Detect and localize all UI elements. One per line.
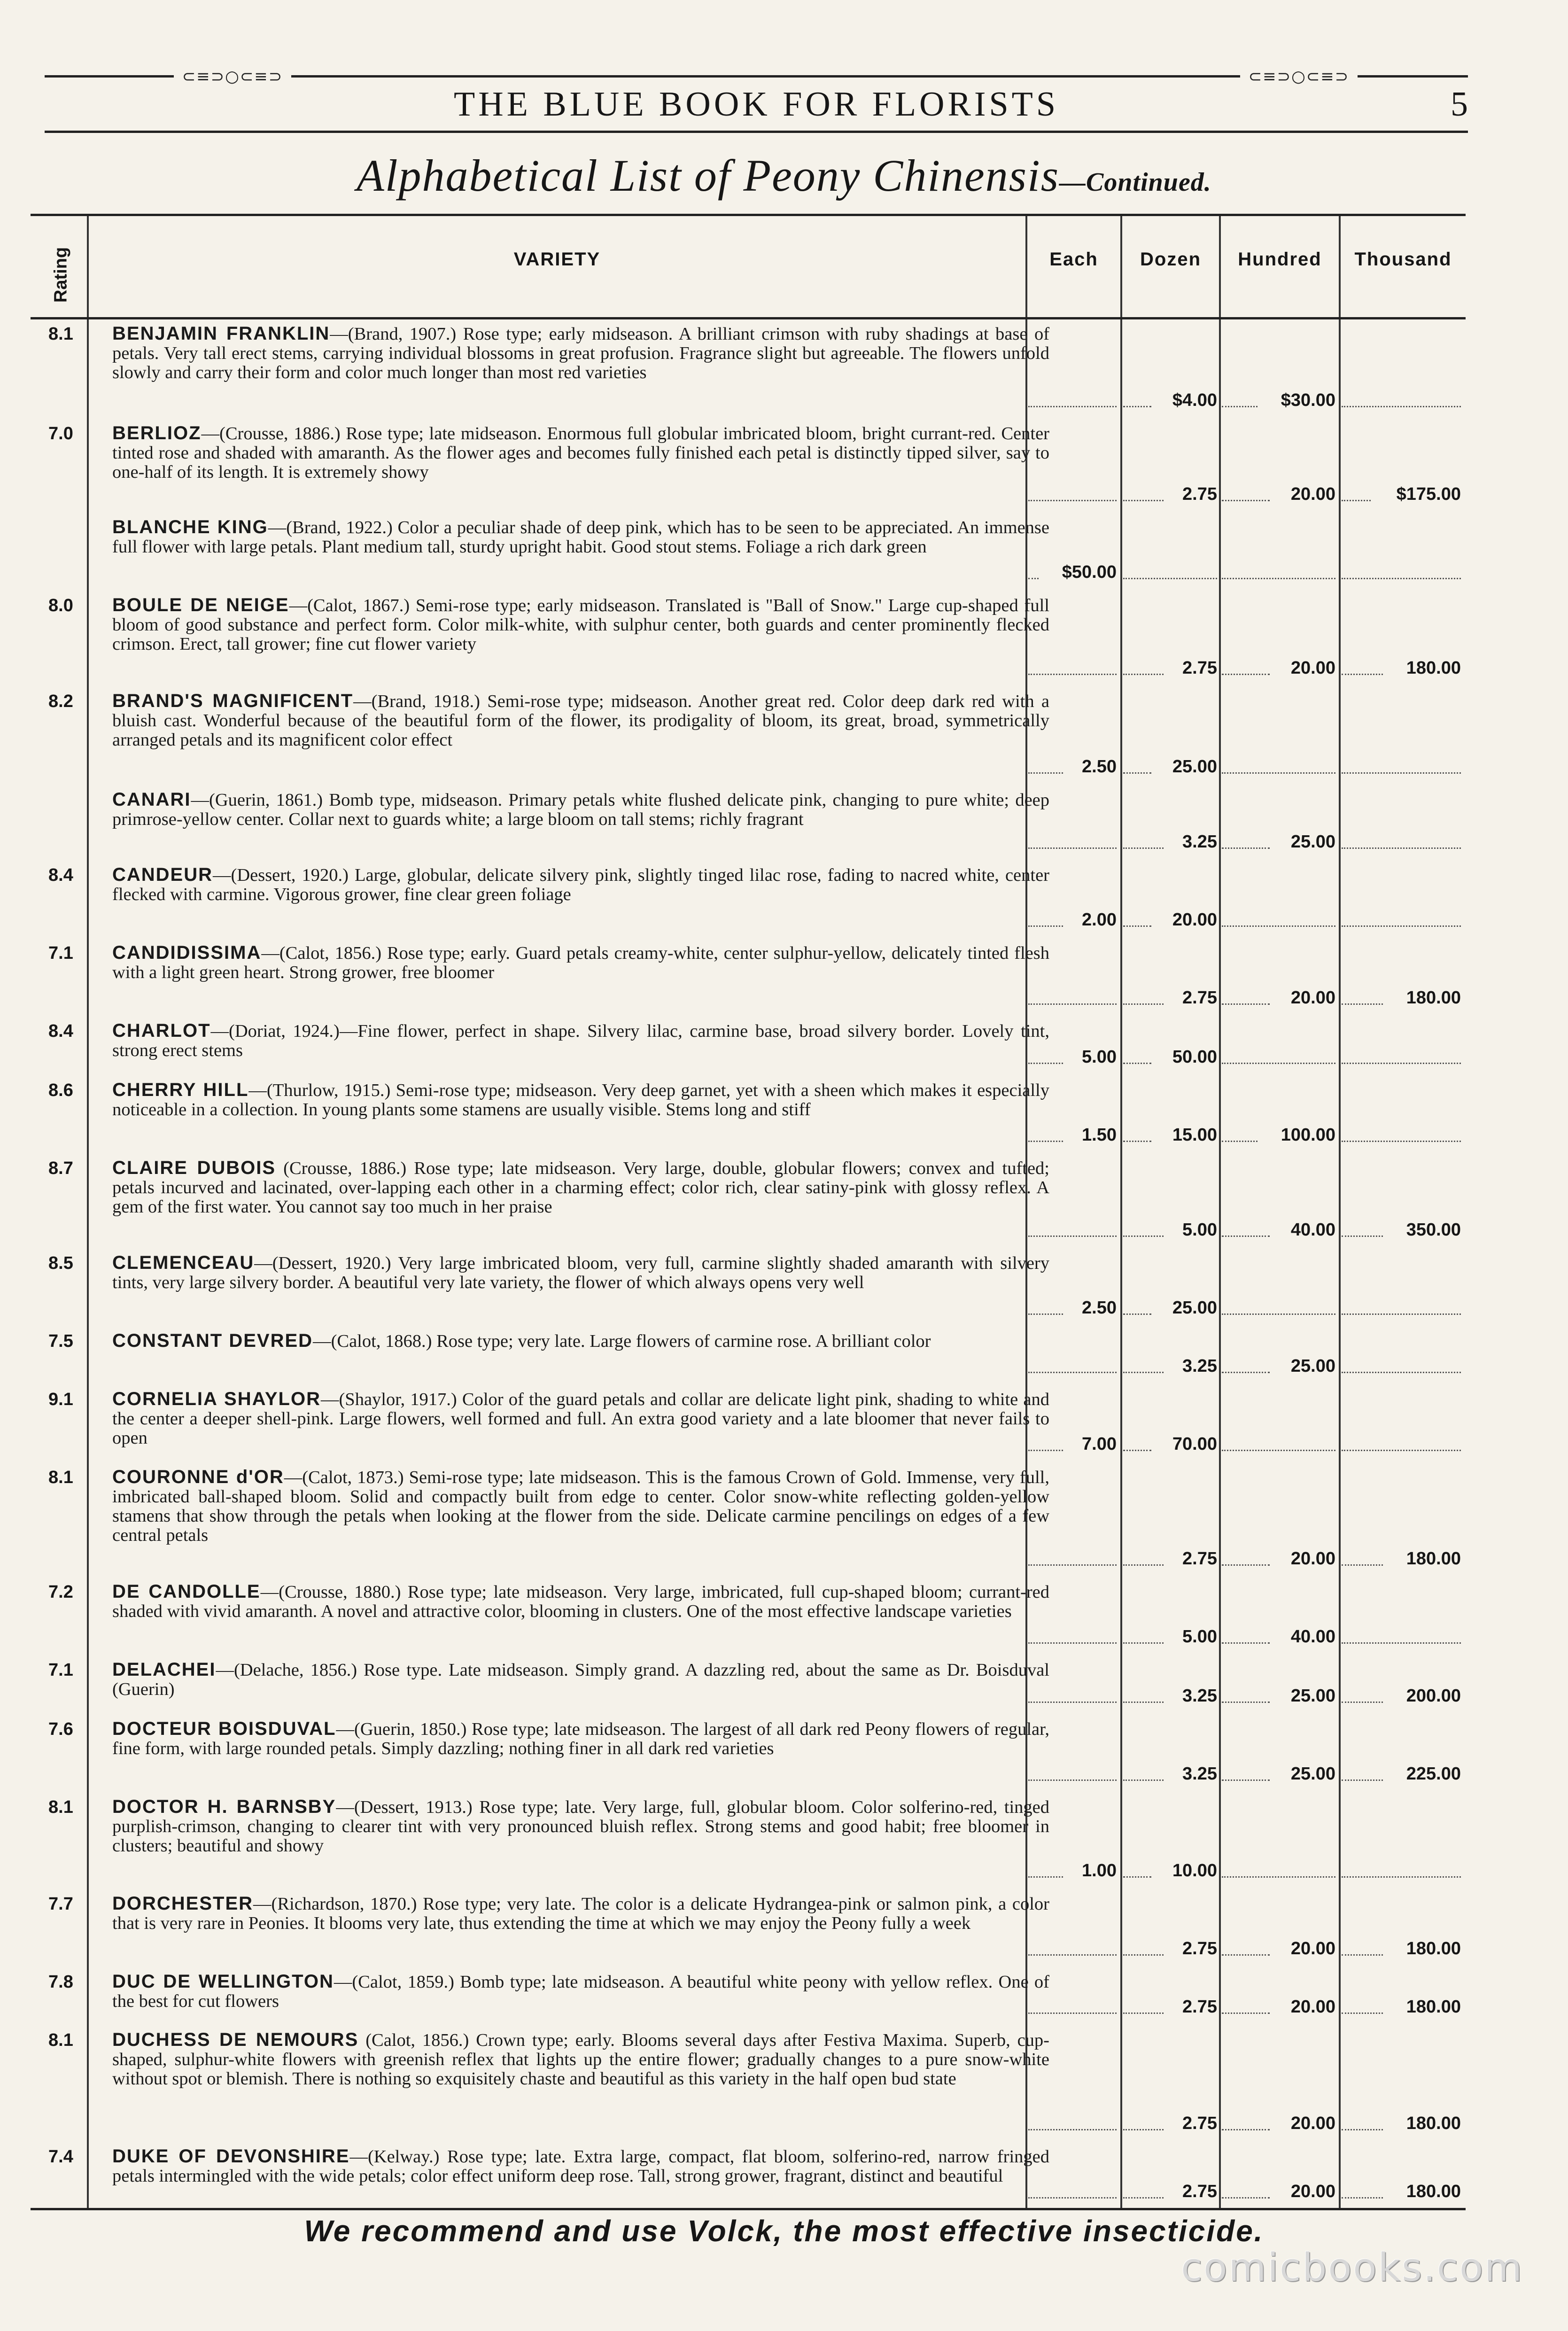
- dotted-leader: [1028, 847, 1117, 849]
- variety-description: [112, 692, 1049, 750]
- list-title-text: Alphabetical List of Peony Chinensis: [357, 150, 1060, 201]
- dotted-leader: [1028, 1702, 1117, 1703]
- thousand-price: 180.00: [1406, 988, 1461, 1008]
- dotted-leader: [1222, 1954, 1270, 1956]
- thousand-price: 180.00: [1406, 658, 1461, 678]
- variety-details: —(Doriat, 1924.)—Fine flower, perfect in shape. Silvery lilac, carmine base, broad silvery border. Lovely tint, strong erect stems: [112, 1021, 1049, 1060]
- variety-description: [112, 865, 1049, 904]
- variety-column-header: VARIETY: [513, 249, 601, 270]
- dotted-leader: [1222, 1235, 1270, 1237]
- dotted-leader: [1222, 772, 1335, 774]
- variety-name: DE CANDOLLE: [112, 1581, 261, 1602]
- variety-name: CANDIDISSIMA: [112, 942, 262, 963]
- variety-description: [112, 1021, 1049, 1060]
- dotted-leader: [1342, 1450, 1461, 1451]
- dozen-price: 25.00: [1172, 757, 1217, 777]
- variety-description: [112, 518, 1049, 557]
- dotted-leader: [1222, 1564, 1270, 1566]
- dotted-leader: [1123, 1372, 1164, 1373]
- dotted-leader: [1123, 772, 1151, 774]
- header-rule-left: [45, 75, 174, 78]
- dotted-leader: [1123, 1779, 1164, 1781]
- variety-rating: 8.0: [48, 596, 73, 615]
- dotted-leader: [1342, 500, 1371, 501]
- variety-name: BOULE DE NEIGE: [112, 595, 289, 615]
- hundred-price: 20.00: [1290, 1997, 1335, 2017]
- hundred-price: 20.00: [1290, 1939, 1335, 1958]
- variety-name: BRAND'S MAGNIFICENT: [112, 691, 354, 711]
- dotted-leader: [1123, 578, 1217, 579]
- variety-rating: 7.7: [48, 1894, 73, 1914]
- variety-description: [112, 1660, 1049, 1699]
- dotted-leader: [1123, 1235, 1164, 1237]
- dotted-leader: [1342, 2129, 1383, 2130]
- dotted-leader: [1123, 1564, 1164, 1566]
- dotted-leader: [1123, 1642, 1164, 1644]
- dotted-leader: [1222, 674, 1270, 675]
- variety-description: [112, 424, 1049, 482]
- variety-name: DORCHESTER: [112, 1893, 254, 1914]
- each-price: 5.00: [1082, 1047, 1117, 1067]
- dotted-leader: [1028, 1003, 1117, 1005]
- variety-description: [112, 324, 1049, 382]
- dozen-price: 10.00: [1172, 1861, 1217, 1880]
- thousand-price: 180.00: [1406, 1997, 1461, 2017]
- dotted-leader: [1028, 2012, 1117, 2014]
- dotted-leader: [1342, 1235, 1383, 1237]
- dotted-leader: [1342, 1313, 1461, 1315]
- variety-description: [112, 596, 1049, 654]
- book-title: THE BLUE BOOK FOR FLORISTS: [454, 85, 1059, 124]
- variety-details: —(Kelway.) Rose type; late. Extra large, compact, flat bloom, solferino-red, narrow fringed petals intermingled with the wide petals; color effect uniform deep rose. Tall, strong grower, fragrant, distinct and beautiful: [112, 2147, 1049, 2186]
- dotted-leader: [1123, 1313, 1151, 1315]
- variety-details: —(Dessert, 1920.) Large, globular, delicate silvery pink, slightly tinged lilac rose, fading to nacred white, center flecked with carmine. Vigorous grower, fine clear green foliage: [112, 865, 1049, 904]
- dotted-leader: [1222, 1450, 1335, 1451]
- each-price: 2.50: [1082, 1298, 1117, 1318]
- each-column-header: Each: [1049, 249, 1098, 270]
- variety-rating: 7.0: [48, 424, 73, 443]
- dotted-leader: [1222, 1642, 1270, 1644]
- dotted-leader: [1222, 1141, 1258, 1142]
- dozen-price: 3.25: [1182, 1356, 1217, 1376]
- each-price: 7.00: [1082, 1434, 1117, 1454]
- each-price: $50.00: [1062, 562, 1117, 582]
- variety-description: [112, 2147, 1049, 2186]
- dotted-leader: [1342, 1954, 1383, 1956]
- dotted-leader: [1342, 1003, 1383, 1005]
- dozen-price: 50.00: [1172, 1047, 1217, 1067]
- dotted-leader: [1342, 1564, 1383, 1566]
- variety-details: —(Calot, 1867.) Semi-rose type; early midseason. Translated is "Ball of Snow." Large cup-shaped full bloom of good substance and perfect form. Color milk-white, with sulphur center, both guards and center prominently flecked crimson. Erect, tall grower; fine cut flower variety: [112, 596, 1049, 654]
- column-divider: [1120, 216, 1122, 2208]
- dotted-leader: [1123, 1954, 1164, 1956]
- dotted-leader: [1342, 1063, 1461, 1064]
- dotted-leader: [1123, 1450, 1151, 1451]
- hundred-price: 40.00: [1290, 1220, 1335, 1240]
- dotted-leader: [1342, 1876, 1461, 1878]
- dozen-price: 5.00: [1182, 1627, 1217, 1647]
- variety-details: —(Crousse, 1880.) Rose type; late midseason. Very large, imbricated, full cup-shaped bloom; currant-red shaded with vivid amaranth. A novel and attractive color, blooming in clusters. One of the most effective landscape varieties: [112, 1582, 1050, 1621]
- running-header: [45, 66, 1468, 146]
- hundred-price: 25.00: [1290, 1686, 1335, 1706]
- variety-rating: 7.2: [48, 1582, 73, 1602]
- dotted-leader: [1222, 406, 1258, 407]
- dotted-leader: [1222, 1063, 1335, 1064]
- variety-description: [112, 1331, 1049, 1351]
- variety-details: (Calot, 1856.) Crown type; early. Blooms several days after Festiva Maxima. Superb, cup-shaped, sulphur-white flowers with greenish reflex that lights up the entire flower; gradually changes to a pure snow-white without spot or blemish. There is nothing so exquisitely chaste and beautiful as this variety in the half open bud state: [112, 2030, 1049, 2089]
- variety-name: COURONNE d'OR: [112, 1467, 284, 1487]
- thousand-column-header: Thousand: [1354, 249, 1452, 270]
- price-table: [31, 214, 1466, 2210]
- dotted-leader: [1028, 1063, 1063, 1064]
- variety-details: —(Dessert, 1913.) Rose type; late. Very large, full, globular bloom. Color solferino-red, tinged purplish-crimson, changing to clearer tint with very pronounced bluish reflex. Strong stems and good habit; free bloomer in clusters; beautiful and showy: [112, 1797, 1049, 1856]
- dotted-leader: [1123, 674, 1164, 675]
- thousand-price: 180.00: [1406, 1549, 1461, 1569]
- table-header: [31, 216, 1466, 319]
- variety-rating: 8.7: [48, 1158, 73, 1178]
- variety-rating: 8.5: [48, 1253, 73, 1273]
- variety-details: —(Brand, 1918.) Semi-rose type; midseason. Another great red. Color deep dark red with a bluish cast. Wonderful because of the beautiful form of the flower, its prodigality of bloom, its great, broad, symmetrically arranged petals and its magnificent color effect: [112, 692, 1049, 750]
- variety-description: [112, 1972, 1049, 2011]
- dotted-leader: [1028, 1779, 1117, 1781]
- variety-details: —(Richardson, 1870.) Rose type; very late. The color is a delicate Hydrangea-pink or salmon pink, a color that is very rare in Peonies. It blooms very late, thus extending the time at which we may enjoy the Peony fully a week: [112, 1894, 1049, 1933]
- variety-details: —(Guerin, 1850.) Rose type; late midseason. The largest of all dark red Peony flowers of regular, fine form, with large rounded petals. Simply dazzling; nothing finer in all dark red varieties: [112, 1719, 1050, 1758]
- dotted-leader: [1028, 1876, 1063, 1878]
- dotted-leader: [1222, 847, 1270, 849]
- column-divider: [87, 216, 89, 2208]
- dotted-leader: [1028, 406, 1117, 407]
- thousand-price: 180.00: [1406, 2113, 1461, 2133]
- list-title-suffix: —Continued.: [1059, 168, 1211, 197]
- thousand-price: 350.00: [1406, 1220, 1461, 1240]
- dotted-leader: [1222, 2129, 1270, 2130]
- dotted-leader: [1222, 500, 1270, 501]
- dotted-leader: [1222, 1372, 1270, 1373]
- list-title: [0, 149, 1568, 202]
- dotted-leader: [1028, 1313, 1063, 1315]
- dotted-leader: [1123, 2129, 1164, 2130]
- each-price: 2.00: [1082, 910, 1117, 930]
- variety-rating: 8.4: [48, 1021, 73, 1041]
- thousand-price: 180.00: [1406, 1939, 1461, 1958]
- dotted-leader: [1342, 847, 1461, 849]
- variety-name: DELACHEI: [112, 1659, 216, 1680]
- dozen-column-header: Dozen: [1140, 249, 1201, 270]
- variety-rating: 7.5: [48, 1331, 73, 1351]
- hundred-price: 20.00: [1290, 2113, 1335, 2133]
- dotted-leader: [1342, 2197, 1383, 2199]
- dotted-leader: [1028, 500, 1117, 501]
- variety-name: CHARLOT: [112, 1020, 211, 1041]
- dotted-leader: [1342, 1642, 1461, 1644]
- dozen-price: 2.75: [1182, 2113, 1217, 2133]
- variety-name: CLAIRE DUBOIS: [112, 1158, 276, 1178]
- dotted-leader: [1123, 847, 1164, 849]
- dozen-price: 2.75: [1182, 658, 1217, 678]
- dozen-price: 3.25: [1182, 1764, 1217, 1784]
- dozen-price: 2.75: [1182, 1549, 1217, 1569]
- variety-rating: 8.6: [48, 1080, 73, 1100]
- column-divider: [1219, 216, 1221, 2208]
- variety-name: BENJAMIN FRANKLIN: [112, 323, 330, 344]
- hundred-price: 40.00: [1290, 1627, 1335, 1647]
- variety-description: [112, 1719, 1049, 1758]
- dotted-leader: [1342, 1702, 1383, 1703]
- variety-rating: 8.2: [48, 692, 73, 711]
- hundred-price: 20.00: [1290, 988, 1335, 1008]
- dotted-leader: [1123, 1063, 1151, 1064]
- dotted-leader: [1028, 1954, 1117, 1956]
- dozen-price: 2.75: [1182, 1997, 1217, 2017]
- variety-details: (Crousse, 1886.) Rose type; late midseason. Very large, double, globular flowers; convex and tufted; petals incurved and lacinated, over-lapping each other in a charming effect; color rich, clear satiny-pink with glossy reflex. A gem of the first water. You cannot say too much in her praise: [112, 1158, 1049, 1217]
- dotted-leader: [1222, 2012, 1270, 2014]
- variety-name: CORNELIA SHAYLOR: [112, 1389, 321, 1409]
- hundred-price: 20.00: [1290, 2182, 1335, 2201]
- dotted-leader: [1342, 1779, 1383, 1781]
- dozen-price: 2.75: [1182, 988, 1217, 1008]
- thousand-price: $175.00: [1396, 484, 1461, 504]
- footer-advertisement: We recommend and use Volck, the most effective insecticide.: [304, 2214, 1264, 2248]
- variety-name: CONSTANT DEVRED: [112, 1330, 313, 1351]
- dotted-leader: [1222, 1779, 1270, 1781]
- dozen-price: 70.00: [1172, 1434, 1217, 1454]
- variety-details: —(Calot, 1856.) Rose type; early. Guard petals creamy-white, center sulphur-yellow, delicately tinted flesh with a light green heart. Strong grower, free bloomer: [112, 943, 1049, 982]
- variety-rating: 7.1: [48, 1660, 73, 1680]
- dotted-leader: [1123, 406, 1151, 407]
- variety-rating: 8.1: [48, 2030, 73, 2050]
- dotted-leader: [1028, 2197, 1117, 2199]
- thousand-price: 180.00: [1406, 2182, 1461, 2201]
- hundred-price: $30.00: [1281, 390, 1335, 410]
- scroll-ornament-icon: ⊂≡⊃○⊂≡⊃: [182, 67, 283, 86]
- dotted-leader: [1123, 1702, 1164, 1703]
- variety-rating: 8.4: [48, 865, 73, 885]
- variety-details: —(Calot, 1873.) Semi-rose type; late midseason. This is the famous Crown of Gold. Immense, very full, imbricated ball-shaped bloom. Solid and compactly built from edge to center. Color snow-white reflecting golden-yellow stamens that show through the petals when looking at the flower from the side. Delicate carmine pencilings on edges of a few central petals: [112, 1468, 1049, 1545]
- dotted-leader: [1123, 1003, 1164, 1005]
- header-rule-middle: [291, 75, 1240, 78]
- variety-description: [112, 1390, 1049, 1448]
- dozen-price: 3.25: [1182, 832, 1217, 852]
- watermark: comicbooks.com: [1181, 2246, 1523, 2290]
- dotted-leader: [1028, 1372, 1117, 1373]
- dotted-leader: [1342, 578, 1461, 579]
- dotted-leader: [1342, 406, 1461, 407]
- variety-rating: 8.1: [48, 1797, 73, 1817]
- variety-name: CLEMENCEAU: [112, 1252, 255, 1273]
- scroll-ornament-icon: ⊂≡⊃○⊂≡⊃: [1248, 67, 1350, 86]
- variety-name: DUKE OF DEVONSHIRE: [112, 2146, 350, 2167]
- variety-details: —(Guerin, 1861.) Bomb type, midseason. Primary petals white flushed delicate pink, changing to pure white; deep primrose-yellow center. Collar next to guards white; a large bloom on tall stems; richly fragrant: [112, 790, 1049, 829]
- variety-details: —(Brand, 1922.) Color a peculiar shade of deep pink, which has to be seen to be appreciated. An immense full flower with large petals. Plant medium tall, sturdy upright habit. Good stout stems. Foliage a rich dark green: [112, 518, 1049, 557]
- dotted-leader: [1028, 925, 1063, 927]
- dotted-leader: [1342, 2012, 1383, 2014]
- dotted-leader: [1123, 1141, 1151, 1142]
- dotted-leader: [1222, 1313, 1335, 1315]
- variety-name: BLANCHE KING: [112, 517, 268, 537]
- each-price: 2.50: [1082, 757, 1117, 777]
- dozen-price: 3.25: [1182, 1686, 1217, 1706]
- variety-description: [112, 943, 1049, 982]
- dotted-leader: [1222, 578, 1335, 579]
- variety-details: —(Brand, 1907.) Rose type; early midseason. A brilliant crimson with ruby shadings at base of petals. Very tall erect stems, carrying individual blossoms in great profusion. Fragrance slight but agreeable. The flowers unfold slowly and carry their form and color much longer than most red varieties: [112, 324, 1050, 382]
- column-divider: [1339, 216, 1341, 2208]
- dozen-price: 2.75: [1182, 1939, 1217, 1958]
- dotted-leader: [1222, 2197, 1270, 2199]
- dotted-leader: [1028, 1235, 1117, 1237]
- each-price: 1.00: [1082, 1861, 1117, 1880]
- variety-rating: 7.1: [48, 943, 73, 963]
- dotted-leader: [1123, 925, 1151, 927]
- hundred-price: 20.00: [1290, 1549, 1335, 1569]
- variety-details: —(Delache, 1856.) Rose type. Late midseason. Simply grand. A dazzling red, about the same as Dr. Boisduval (Guerin): [112, 1660, 1049, 1699]
- variety-name: DUCHESS DE NEMOURS: [112, 2029, 359, 2050]
- hundred-price: 25.00: [1290, 1356, 1335, 1376]
- dotted-leader: [1342, 772, 1461, 774]
- rating-column-header: Rating: [51, 247, 71, 303]
- hundred-price: 20.00: [1290, 484, 1335, 504]
- dotted-leader: [1028, 1141, 1063, 1142]
- variety-name: CANARI: [112, 789, 191, 810]
- variety-description: [112, 1894, 1049, 1933]
- dozen-price: 25.00: [1172, 1298, 1217, 1318]
- variety-name: DOCTEUR BOISDUVAL: [112, 1718, 336, 1739]
- variety-description: [112, 1582, 1049, 1621]
- variety-rating: 8.1: [48, 324, 73, 344]
- header-rule-right: [1358, 75, 1468, 78]
- header-rule: [45, 131, 1468, 133]
- variety-description: [112, 790, 1049, 829]
- dotted-leader: [1028, 1564, 1117, 1566]
- thousand-price: 200.00: [1406, 1686, 1461, 1706]
- dotted-leader: [1222, 1003, 1270, 1005]
- dozen-price: 2.75: [1182, 2182, 1217, 2201]
- variety-details: —(Calot, 1868.) Rose type; very late. Large flowers of carmine rose. A brilliant color: [313, 1331, 931, 1351]
- dotted-leader: [1028, 674, 1117, 675]
- dotted-leader: [1222, 1876, 1335, 1878]
- hundred-column-header: Hundred: [1238, 249, 1322, 270]
- variety-name: DUC DE WELLINGTON: [112, 1971, 334, 1992]
- variety-rating: 9.1: [48, 1390, 73, 1409]
- dozen-price: 5.00: [1182, 1220, 1217, 1240]
- variety-details: —(Shaylor, 1917.) Color of the guard petals and collar are delicate light pink, shading to white and the center a deeper shell-pink. Large flowers, well formed and full. An extra good variety and a late bloomer that never fails to open: [112, 1390, 1049, 1448]
- dotted-leader: [1342, 925, 1461, 927]
- dotted-leader: [1222, 925, 1335, 927]
- dozen-price: 2.75: [1182, 484, 1217, 504]
- variety-description: [112, 1797, 1049, 1856]
- hundred-price: 25.00: [1290, 832, 1335, 852]
- variety-name: BERLIOZ: [112, 423, 202, 443]
- dotted-leader: [1123, 2012, 1164, 2014]
- dotted-leader: [1342, 674, 1383, 675]
- variety-name: CHERRY HILL: [112, 1080, 249, 1100]
- variety-name: CANDEUR: [112, 864, 213, 885]
- variety-rating: 7.4: [48, 2147, 73, 2167]
- variety-description: [112, 1468, 1049, 1545]
- variety-description: [112, 1080, 1049, 1119]
- dotted-leader: [1028, 1642, 1117, 1644]
- dotted-leader: [1342, 1372, 1461, 1373]
- dotted-leader: [1123, 500, 1164, 501]
- variety-description: [112, 1158, 1049, 1217]
- hundred-price: 20.00: [1290, 658, 1335, 678]
- dotted-leader: [1342, 1141, 1461, 1142]
- variety-details: —(Dessert, 1920.) Very large imbricated bloom, very full, carmine slightly shaded amaranth with silvery tints, very large silvery border. A beautiful very late variety, the flower of which always opens very well: [112, 1253, 1049, 1292]
- dotted-leader: [1028, 2129, 1117, 2130]
- each-price: 1.50: [1082, 1125, 1117, 1145]
- dozen-price: 15.00: [1172, 1125, 1217, 1145]
- dozen-price: 20.00: [1172, 910, 1217, 930]
- thousand-price: 225.00: [1406, 1764, 1461, 1784]
- dozen-price: $4.00: [1172, 390, 1217, 410]
- variety-rating: 8.1: [48, 1468, 73, 1487]
- page-number: 5: [1451, 85, 1468, 124]
- variety-details: —(Thurlow, 1915.) Semi-rose type; midseason. Very deep garnet, yet with a sheen which makes it especially noticeable in a collection. In young plants some stamens are usually visible. Stems long and stiff: [112, 1080, 1049, 1119]
- dotted-leader: [1028, 772, 1063, 774]
- variety-description: [112, 2030, 1049, 2089]
- dotted-leader: [1028, 1450, 1063, 1451]
- hundred-price: 100.00: [1281, 1125, 1335, 1145]
- dotted-leader: [1222, 1702, 1270, 1703]
- variety-description: [112, 1253, 1049, 1292]
- dotted-leader: [1123, 1876, 1151, 1878]
- variety-name: DOCTOR H. BARNSBY: [112, 1796, 336, 1817]
- variety-rating: 7.6: [48, 1719, 73, 1739]
- variety-details: —(Calot, 1859.) Bomb type; late midseason. A beautiful white peony with yellow reflex. One of the best for cut flowers: [112, 1972, 1049, 2011]
- variety-details: —(Crousse, 1886.) Rose type; late midseason. Enormous full globular imbricated bloom, bright currant-red. Center tinted rose and shaded with amaranth. As the flower ages and becomes fully finished each petal is distinctly tipped silver, say to one-half of its length. It is extremely showy: [112, 424, 1049, 482]
- dotted-leader: [1028, 578, 1039, 579]
- variety-rating: 7.8: [48, 1972, 73, 1992]
- hundred-price: 25.00: [1290, 1764, 1335, 1784]
- dotted-leader: [1123, 2197, 1164, 2199]
